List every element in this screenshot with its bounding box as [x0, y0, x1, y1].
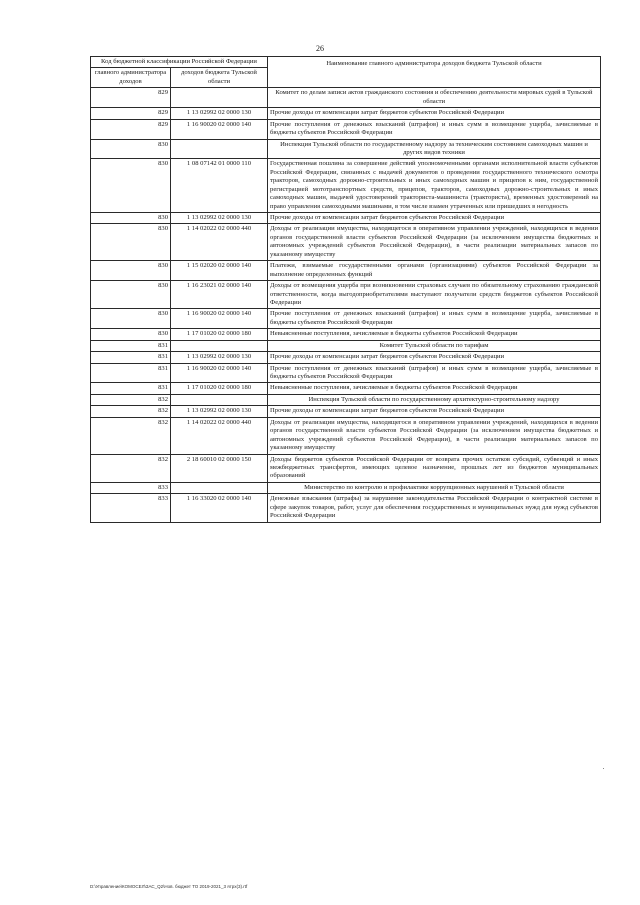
admin-code-cell: 832 [91, 454, 171, 482]
revenue-code-cell: 1 14 02022 02 0000 440 [171, 417, 268, 454]
administrator-row [91, 88, 601, 108]
administrator-name-cell: Комитет Тульской области по тарифам [268, 340, 601, 351]
administrator-name-cell: Министерство по контролю и профилактике коррупционных нарушений в Тульской области [268, 482, 601, 493]
revenue-name-cell: Доходы от возмещения ущерба при возникновении страховых случаев по обязательному страхованию гражданской ответственности, когда выгодоприобретателями выступают получатели средств бюджетов субъектов Российской Федерации [268, 281, 601, 309]
revenue-code-cell: 1 13 02992 02 0000 130 [171, 108, 268, 119]
admin-code-cell: 830 [91, 329, 171, 340]
revenue-code-cell: 1 13 02992 02 0000 130 [171, 406, 268, 417]
admin-code-cell: 832 [91, 417, 171, 454]
revenue-name-cell: Государственная пошлина за совершение действий уполномоченными органами исполнительной власти субъектов Российской Федерации, связанных с выдачей документов о проведении государственного технического осмотра тракторов, самоходных дорожно-строительных и иных самоходных машин и прицепов к ним, государственной регистрацией мототранспортных средств, прицепов, тракторов, самоходных дорожно-строительных и иных самоходных машин, выдачей удостоверений тракториста-машиниста (тракториста), временных удостоверений на право управления самоходными машинами, в том числе взамен утраченных или пришедших в негодность [268, 159, 601, 213]
revenue-code-cell: 1 16 90020 02 0000 140 [171, 119, 268, 139]
scan-speck [603, 768, 604, 769]
file-path-footer: D:\Управление\КОМОСЕЛ\ЗАС_Q2\Нов. бюджет ТО 2019-2021_3 ятрх(3).rtf [90, 884, 248, 889]
administrator-row [91, 139, 601, 159]
revenue-name-cell: Доходы от реализации имущества, находящегося в оперативном управлении учреждений, находящихся в ведении органов государственной власти субъектов Российской Федерации (за исключением имущества бюджетных и автономных учреждений субъектов Российской Федерации), в части реализации материальных запасов по указанному имуществу [268, 417, 601, 454]
revenue-row [91, 454, 601, 482]
revenue-row [91, 224, 601, 261]
revenue-row [91, 159, 601, 213]
revenue-row [91, 329, 601, 340]
admin-code-cell: 831 [91, 340, 171, 351]
admin-code-cell: 833 [91, 482, 171, 493]
admin-code-cell: 830 [91, 213, 171, 224]
revenue-code-cell: 1 16 33020 02 0000 140 [171, 494, 268, 522]
revenue-code-cell: 1 13 02992 02 0000 130 [171, 352, 268, 363]
budget-classification-table [90, 56, 601, 523]
page-number: 26 [316, 44, 324, 53]
revenue-name-cell: Прочие доходы от компенсации затрат бюджетов субъектов Российской Федерации [268, 352, 601, 363]
name-column-header: Наименование главного администратора доходов бюджета Тульской области [268, 57, 601, 88]
revenue-row [91, 383, 601, 394]
revenue-code-cell: 1 14 02022 02 0000 440 [171, 224, 268, 261]
revenue-row [91, 213, 601, 224]
revenue-code-cell: 1 13 02992 02 0000 130 [171, 213, 268, 224]
revenue-name-cell: Прочие поступления от денежных взысканий (штрафов) и иных сумм в возмещение ущерба, зачисляемые в бюджеты субъектов Российской Федерации [268, 119, 601, 139]
revenue-code-cell: 1 08 07142 01 0000 110 [171, 159, 268, 213]
admin-code-cell: 832 [91, 406, 171, 417]
revenue-code-cell [171, 394, 268, 405]
revenue-name-cell: Доходы от реализации имущества, находящегося в оперативном управлении учреждений, находящихся в ведении органов государственной власти субъектов Российской Федерации (за исключением имущества бюджетных и автономных учреждений субъектов Российской Федерации), в части реализации материальных запасов по указанному имуществу [268, 224, 601, 261]
revenue-name-cell: Невыясненные поступления, зачисляемые в бюджеты субъектов Российской Федерации [268, 383, 601, 394]
admin-column-header: главного администратора доходов [91, 68, 171, 88]
revenue-code-cell: 1 16 90020 02 0000 140 [171, 309, 268, 329]
admin-code-cell: 830 [91, 224, 171, 261]
administrator-name-cell: Комитет по делам записи актов гражданского состояния и обеспечению деятельности мировых судей в Тульской области [268, 88, 601, 108]
admin-code-cell: 833 [91, 494, 171, 522]
admin-code-cell: 831 [91, 352, 171, 363]
revenue-row [91, 352, 601, 363]
revenue-row [91, 119, 601, 139]
administrator-row [91, 340, 601, 351]
revenue-code-cell: 1 15 02020 02 0000 140 [171, 261, 268, 281]
revenue-code-cell: 1 17 01020 02 0000 180 [171, 329, 268, 340]
admin-code-cell: 830 [91, 261, 171, 281]
revenue-name-cell: Прочие поступления от денежных взысканий (штрафов) и иных сумм в возмещение ущерба, зачисляемые в бюджеты субъектов Российской Федерации [268, 309, 601, 329]
revenue-name-cell: Прочие доходы от компенсации затрат бюджетов субъектов Российской Федерации [268, 108, 601, 119]
revenue-name-cell: Прочие поступления от денежных взысканий (штрафов) и иных сумм в возмещение ущерба, зачисляемые в бюджеты субъектов Российской Федерации [268, 363, 601, 383]
revenue-code-cell [171, 139, 268, 159]
code-group-header: Код бюджетной классификации Российской Федерации [91, 57, 268, 68]
admin-code-cell: 829 [91, 88, 171, 108]
administrator-name-cell: Инспекция Тульской области по государственному надзору за техническим состоянием самоходных машин и других видов техники [268, 139, 601, 159]
revenue-column-header: доходов бюджета Тульской области [171, 68, 268, 88]
revenue-row [91, 309, 601, 329]
admin-code-cell: 831 [91, 383, 171, 394]
revenue-code-cell [171, 482, 268, 493]
revenue-code-cell [171, 340, 268, 351]
revenue-name-cell: Доходы бюджетов субъектов Российской Федерации от возврата прочих остатков субсидий, субвенций и иных межбюджетных трансфертов, имеющих целевое назначение, прошлых лет из бюджетов муниципальных образований [268, 454, 601, 482]
revenue-name-cell: Прочие доходы от компенсации затрат бюджетов субъектов Российской Федерации [268, 213, 601, 224]
admin-code-cell: 830 [91, 159, 171, 213]
revenue-code-cell: 1 17 01020 02 0000 180 [171, 383, 268, 394]
administrator-row [91, 482, 601, 493]
revenue-name-cell: Денежные взыскания (штрафы) за нарушение законодательства Российской Федерации о контрактной системе в сфере закупок товаров, работ, услуг для обеспечения государственных и муниципальных нужд для нужд субъектов Российской Федерации [268, 494, 601, 522]
revenue-name-cell: Невыясненные поступления, зачисляемые в бюджеты субъектов Российской Федерации [268, 329, 601, 340]
revenue-row [91, 417, 601, 454]
revenue-code-cell: 2 18 60010 02 0000 150 [171, 454, 268, 482]
revenue-name-cell: Платежи, взимаемые государственными органами (организациями) субъектов Российской Федерации за выполнение определенных функций [268, 261, 601, 281]
revenue-row [91, 363, 601, 383]
revenue-code-cell [171, 88, 268, 108]
administrator-name-cell: Инспекция Тульской области по государственному архитектурно-строительному надзору [268, 394, 601, 405]
revenue-row [91, 406, 601, 417]
admin-code-cell: 830 [91, 139, 171, 159]
admin-code-cell: 829 [91, 108, 171, 119]
admin-code-cell: 829 [91, 119, 171, 139]
revenue-code-cell: 1 16 23021 02 0000 140 [171, 281, 268, 309]
admin-code-cell: 830 [91, 309, 171, 329]
revenue-name-cell: Прочие доходы от компенсации затрат бюджетов субъектов Российской Федерации [268, 406, 601, 417]
admin-code-cell: 830 [91, 281, 171, 309]
revenue-code-cell: 1 16 90020 02 0000 140 [171, 363, 268, 383]
revenue-row [91, 281, 601, 309]
administrator-row [91, 394, 601, 405]
revenue-row [91, 494, 601, 522]
admin-code-cell: 832 [91, 394, 171, 405]
revenue-row [91, 108, 601, 119]
revenue-row [91, 261, 601, 281]
admin-code-cell: 831 [91, 363, 171, 383]
